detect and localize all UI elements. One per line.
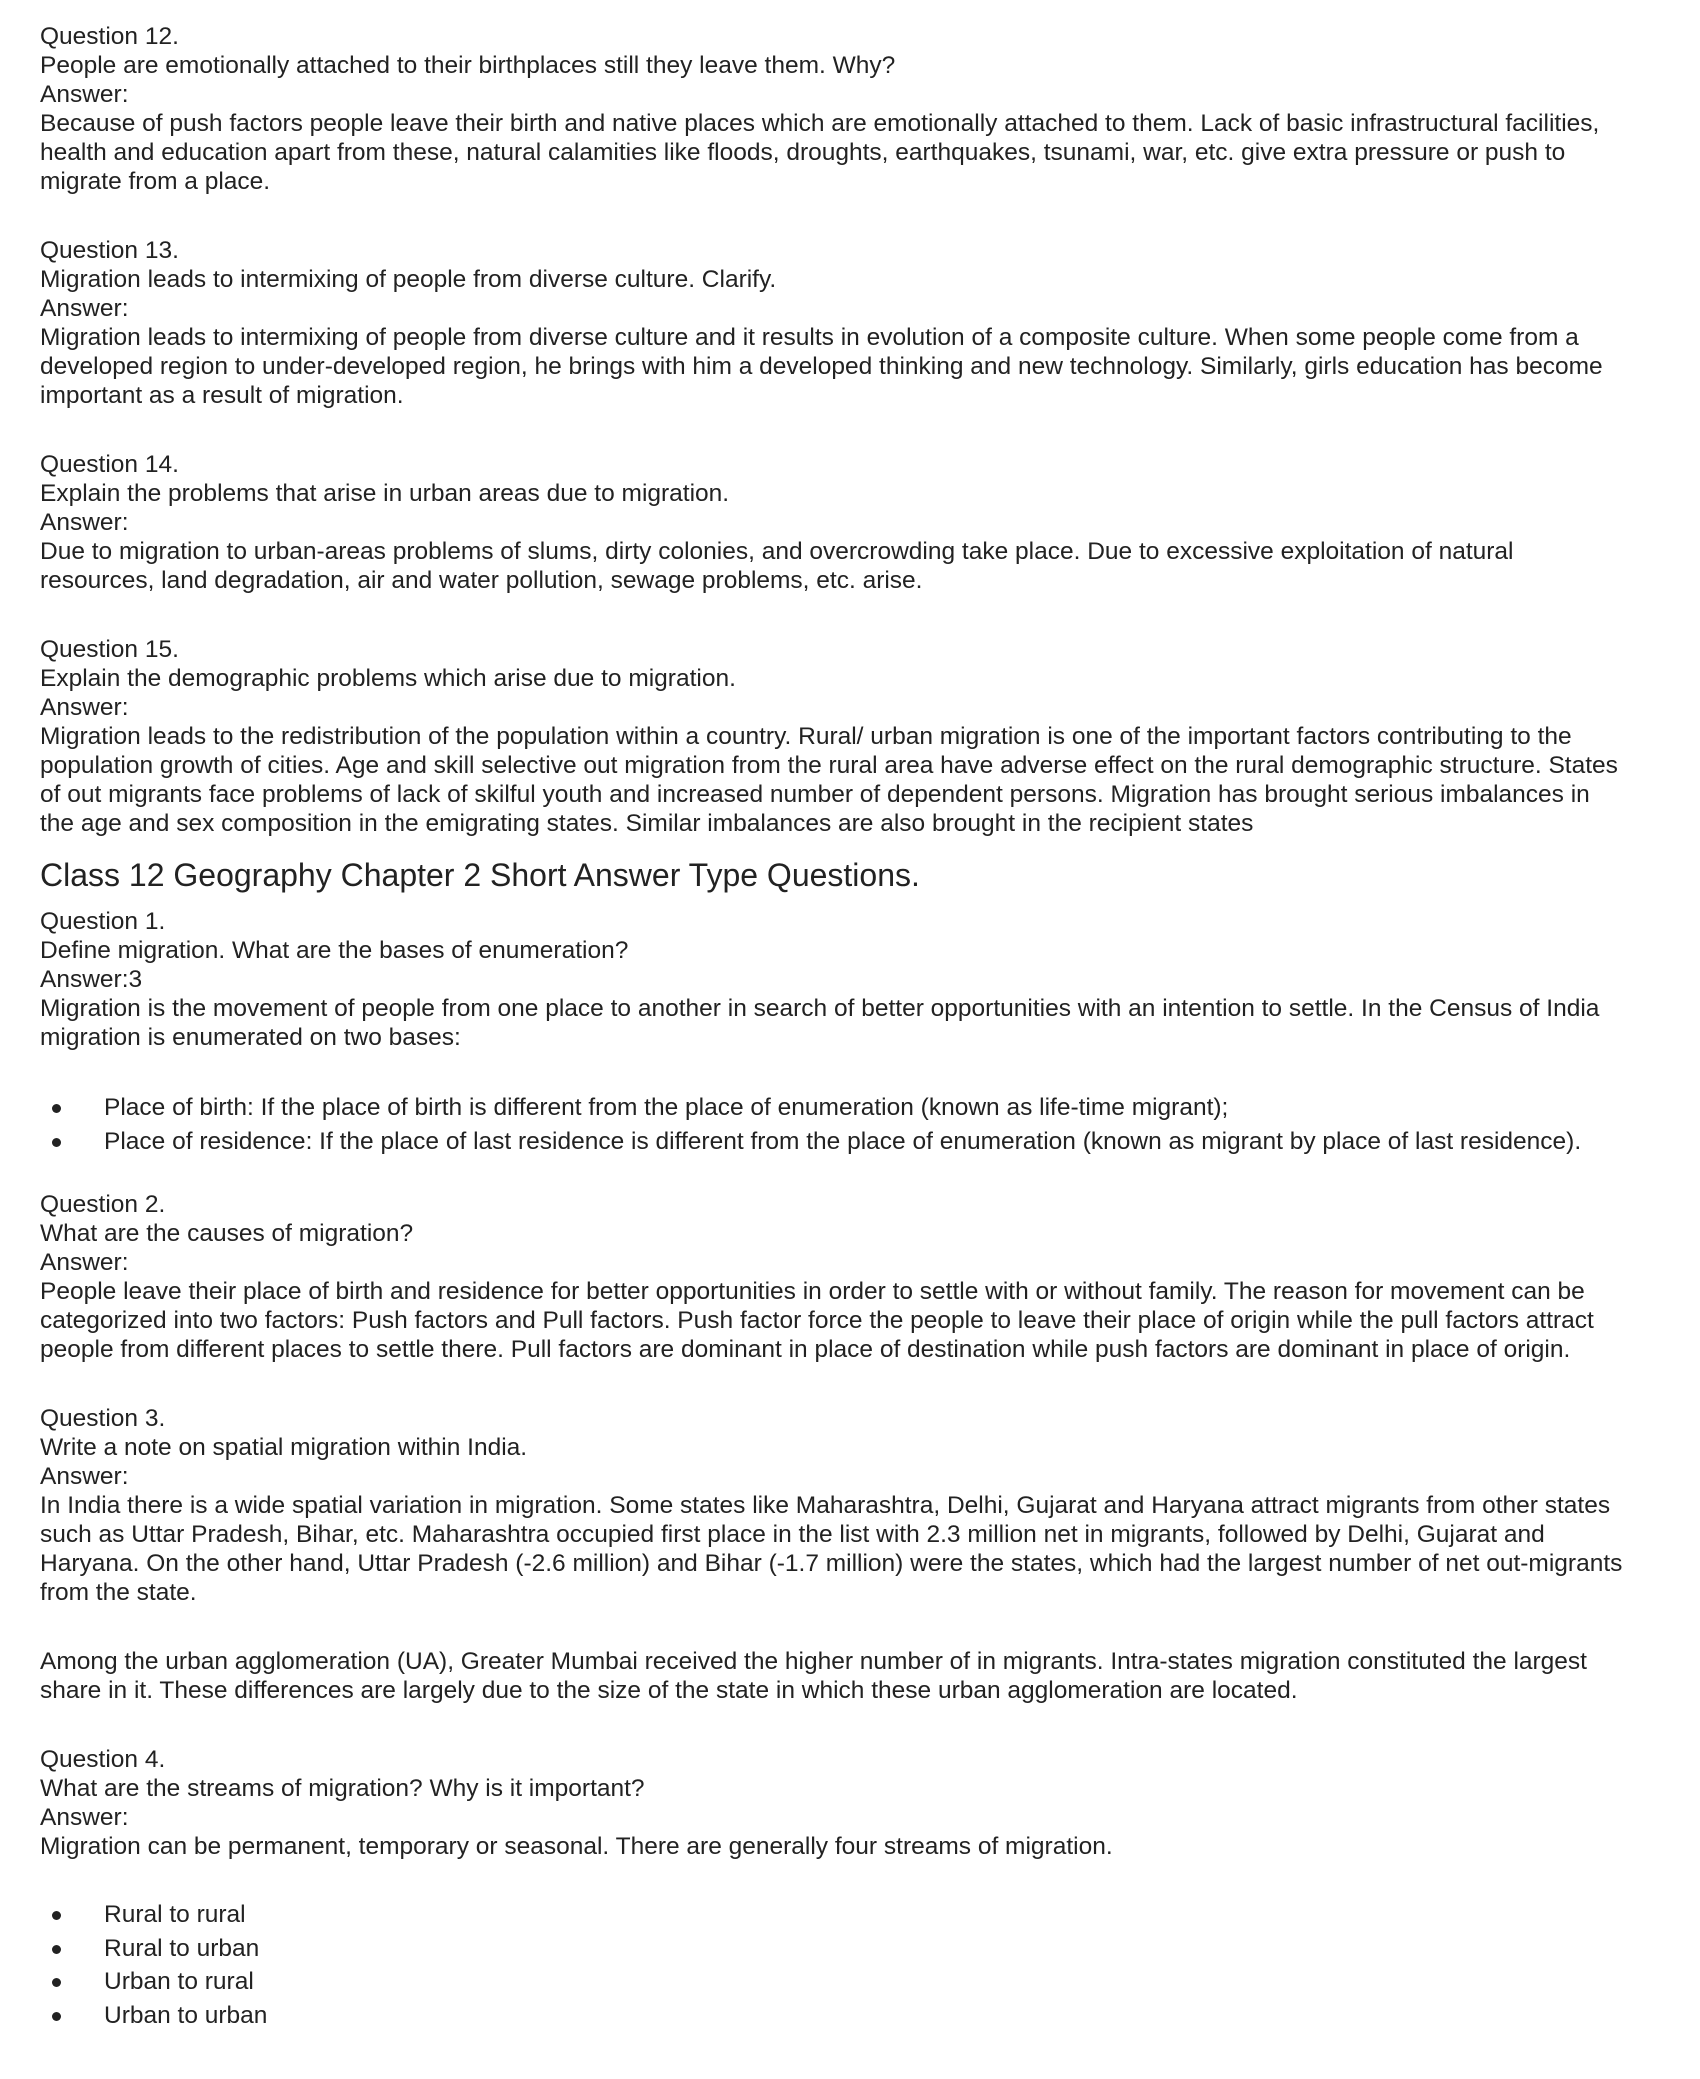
answer-line: health and education apart from these, natural calamities like floods, droughts, earthquakes, tsunami, war, etc. give extra pressure or push to [40,139,1566,166]
document-page [40,22,1670,2032]
answer-line: from the state. [40,1579,197,1606]
answer-line: of out migrants face problems of lack of skilful youth and increased number of dependent persons. Migration has brought serious imbalances in [40,781,1590,808]
answer-label: Answer: [40,694,129,721]
answer-label: Answer: [40,81,129,108]
answer-line: population growth of cities. Age and skill selective out migration from the rural area have adverse effect on the rural demographic structure. States [40,752,1618,779]
bullet-icon [52,1138,61,1147]
question-number: Question 4. [40,1746,166,1773]
question-number: Question 1. [40,908,166,935]
answer-line: categorized into two factors: Push factors and Pull factors. Push factor force the people to leave their place of origin while the pull factors attract [40,1307,1594,1334]
answer-label: Answer: [40,509,129,536]
short-qa-block-4 [40,1745,1670,2032]
section-heading: Class 12 Geography Chapter 2 Short Answer Type Questions. [40,857,920,893]
answer-label: Answer: [40,1249,129,1276]
qa-block-12 [40,22,1670,196]
answer-line: Migration leads to intermixing of people from diverse culture and it results in evolution of a composite culture. When some people come from a [40,324,1579,351]
bullet-list [40,1898,1670,2032]
bullet-icon [52,1945,61,1954]
answer-line: Migration can be permanent, temporary or seasonal. There are generally four streams of migration. [40,1833,1113,1860]
short-qa-block-3 [40,1404,1670,1705]
list-item: Urban to urban [40,1999,1670,2033]
qa-block-14 [40,450,1670,595]
qa-block-13 [40,236,1670,410]
short-qa-block-1 [40,907,1670,1158]
question-prompt: Explain the problems that arise in urban areas due to migration. [40,480,730,507]
question-number: Question 14. [40,451,179,478]
bullet-icon [52,1978,61,1987]
answer-line: Due to migration to urban-areas problems of slums, dirty colonies, and overcrowding take place. Due to excessive exploitation of natural [40,538,1514,565]
question-prompt: What are the streams of migration? Why is it important? [40,1775,645,1802]
answer-line: share in it. These differences are largely due to the size of the state in which these urban agglomeration are located. [40,1677,1298,1704]
question-prompt: Explain the demographic problems which arise due to migration. [40,665,736,692]
question-prompt: Write a note on spatial migration within India. [40,1434,528,1461]
answer-line: resources, land degradation, air and water pollution, sewage problems, etc. arise. [40,567,923,594]
question-number: Question 12. [40,23,179,50]
bullet-list [40,1091,1670,1158]
answer-line: the age and sex composition in the emigrating states. Similar imbalances are also brought in the recipient states [40,810,1254,837]
answer-line: Migration is the movement of people from one place to another in search of better opportunities with an intention to settle. In the Census of India [40,995,1600,1022]
answer-line: People leave their place of birth and residence for better opportunities in order to settle with or without family. The reason for movement can be [40,1278,1585,1305]
answer-label: Answer: [40,1463,129,1490]
question-number: Question 13. [40,237,179,264]
answer-label: Answer:3 [40,966,143,993]
answer-line: migration is enumerated on two bases: [40,1024,461,1051]
list-item: Place of birth: If the place of birth is different from the place of enumeration (known as life-time migrant); [40,1091,1670,1125]
question-number: Question 15. [40,636,179,663]
answer-line: Because of push factors people leave their birth and native places which are emotionally attached to them. Lack of basic infrastructural facilities, [40,110,1600,137]
answer-label: Answer: [40,295,129,322]
answer-line: such as Uttar Pradesh, Bihar, etc. Maharashtra occupied first place in the list with 2.3 million net in migrants, followed by Delhi, Gujarat and [40,1521,1545,1548]
question-prompt: People are emotionally attached to their birthplaces still they leave them. Why? [40,52,896,79]
answer-line: migrate from a place. [40,168,271,195]
list-item: Place of residence: If the place of last residence is different from the place of enumeration (known as migrant by place of last residence). [40,1125,1670,1159]
answer-line: Haryana. On the other hand, Uttar Pradesh (-2.6 million) and Bihar (-1.7 million) were the states, which had the largest number of net out-migrants [40,1550,1623,1577]
answer-line: In India there is a wide spatial variation in migration. Some states like Maharashtra, Delhi, Gujarat and Haryana attract migrants from other states [40,1492,1611,1519]
list-item: Rural to rural [40,1898,1670,1932]
question-prompt: Define migration. What are the bases of enumeration? [40,937,629,964]
question-number: Question 2. [40,1191,166,1218]
bullet-icon [52,2012,61,2021]
question-number: Question 3. [40,1405,166,1432]
answer-line: Among the urban agglomeration (UA), Greater Mumbai received the higher number of in migrants. Intra-states migration constituted the largest [40,1648,1587,1675]
list-item: Rural to urban [40,1932,1670,1966]
question-prompt: Migration leads to intermixing of people from diverse culture. Clarify. [40,266,777,293]
qa-block-15 [40,635,1670,838]
answer-line: Migration leads to the redistribution of the population within a country. Rural/ urban migration is one of the important factors contributing to the [40,723,1572,750]
question-prompt: What are the causes of migration? [40,1220,414,1247]
answer-line: important as a result of migration. [40,382,404,409]
answer-line: developed region to under-developed region, he brings with him a developed thinking and new technology. Similarly, girls education has become [40,353,1603,380]
bullet-icon [52,1911,61,1920]
bullet-icon [52,1104,61,1113]
answer-label: Answer: [40,1804,129,1831]
answer-line: people from different places to settle there. Pull factors are dominant in place of destination while push factors are dominant in place of origin. [40,1336,1571,1363]
list-item: Urban to rural [40,1965,1670,1999]
short-qa-block-2 [40,1190,1670,1364]
